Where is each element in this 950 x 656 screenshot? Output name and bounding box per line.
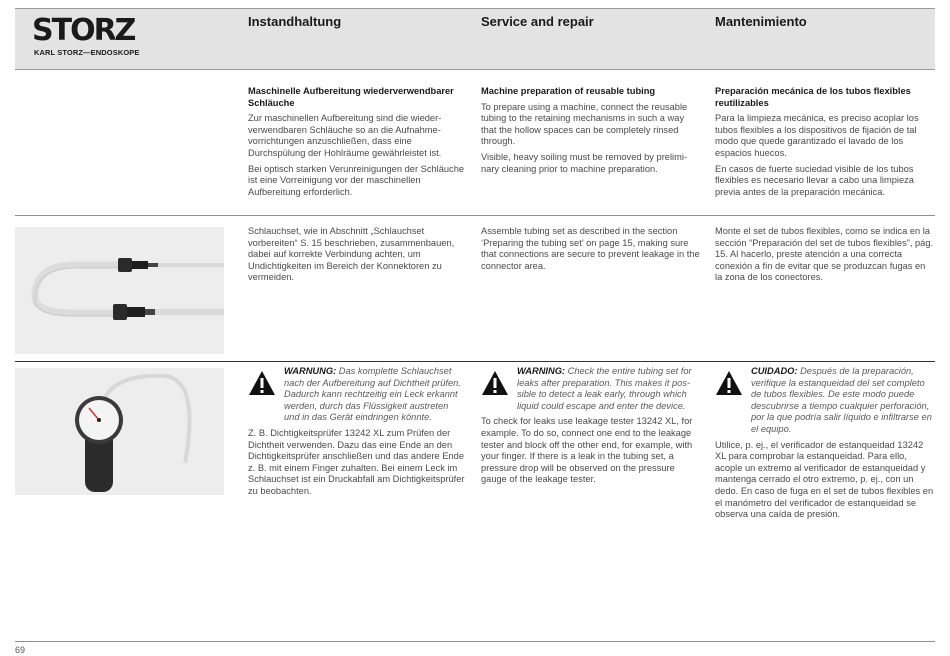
section3-es xyxy=(715,366,935,525)
section1-de-p1: Zur maschinellen Aufbereitung sind die wiederverwendbaren Schläuche so an die Aufnahmevorrichtungen anzuschließen, dass eine Durchspülung der Hohlräume gewährleistet ist. xyxy=(248,113,442,158)
section1-de-p2: Bei optisch starken Verunreinigungen der Schläuche ist eine Vorreinigung vor der maschinellen Aufbereitung erforderlich. xyxy=(248,163,465,197)
warning-icon xyxy=(715,370,743,396)
warning-block-en xyxy=(481,366,701,412)
brand-subtitle: KARL STORZ—ENDOSKOPE xyxy=(34,48,140,57)
brand-logo xyxy=(30,13,150,63)
brand-name: STORZ xyxy=(32,13,135,48)
section1-de-title: Maschinelle Aufbereitung wiederverwendbarer Schläuche xyxy=(248,86,454,108)
warning-text: Check the entire tubing set for leaks after preparation. This makes it possible to detect a leak early, through which liquid could escape and enter the device. xyxy=(517,366,692,411)
section3-es-p1: Utilice, p. ej., el verificador de estanqueidad 13242 XL para comprobar la estanqueidad. Para ello, acople un extremo al verificador de estanqueidad y mantenga cerrado el otro extremo, p. ej., con un dedo. En caso de fuga en el set de tubos flexibles en el manómetro del verificador de estanqueidad se observa una caída de presión. xyxy=(715,439,934,520)
section1-es-p1: Para la limpieza mecánica, es preciso acoplar los tubos flexibles a los dispositivos de fijación de tal modo que quede garantizado el lavado de los espacios huecos. xyxy=(715,113,919,158)
section2-es: Monte el set de tubos flexibles, como se indica en la sección “Preparación del set de tubos flexibles”, pág. 15. Al hacerlo, preste atención a una correcta conexión a fin de evitar que se produzcan fugas en la zona de los conectores. xyxy=(715,226,934,283)
section2-en: Assemble tubing set as described in the section ‘Preparing the tubing set’ on page 15, making sure that connections are secure to prevent leakage in the connector area. xyxy=(481,226,700,271)
warning-block-es xyxy=(715,366,935,436)
section3-de xyxy=(248,366,466,502)
section-divider xyxy=(15,215,935,216)
tubing-set-photo xyxy=(15,227,224,354)
section-divider xyxy=(15,361,935,362)
tubing-set-illustration xyxy=(15,227,224,354)
warning-text: Das komplette Schlauchset nach der Aufbereitung auf Dichtheit prüfen. Dadurch kann rechtzeitig ein Leck erkannt werden, durch das Flüssigkeit austreten und in das Gerät eindringen könnte. xyxy=(284,366,461,423)
section1-es-p2: En casos de fuerte suciedad visible de los tubos flexibles es necesario llevar a cabo una limpieza previa antes de la preparación mecánica. xyxy=(715,163,914,197)
section1-es-title: Preparación mecánica de los tubos flexibles reutilizables xyxy=(715,86,911,108)
section1-en xyxy=(481,86,701,179)
page-number: 69 xyxy=(15,645,26,655)
warning-icon xyxy=(481,370,509,396)
leakage-tester-photo xyxy=(15,368,224,495)
column-heading-en: Service and repair xyxy=(481,14,594,29)
warning-label: WARNING: xyxy=(517,366,566,376)
section1-en-p2: Visible, heavy soiling must be removed by preliminary cleaning prior to machine preparation. xyxy=(481,151,688,174)
section3-de-p1: Z. B. Dichtigkeitsprüfer 13242 XL zum Prüfen der Dichtheit verwenden. Dazu das eine Ende an den Dichtigkeitsprüfer anschließen und das andere Ende z. B. mit einem Finger zuhalten. Bei einem Leck im Schlauchset ist ein Druckabfall am Dichtigkeitsprüfer zu beobachten. xyxy=(248,427,465,496)
section2-de: Schlauchset, wie in Abschnitt „Schlauchset vorbereiten“ S. 15 beschrieben, zusammenbauen, dabei auf korrekte Verbindung achten, um Undichtigkeiten im Bereich der Konnektoren zu vermeiden. xyxy=(248,226,455,283)
section1-es xyxy=(715,86,935,202)
warning-icon xyxy=(248,370,276,396)
section1-en-title: Machine preparation of reusable tubing xyxy=(481,86,656,96)
section3-en-p1: To check for leaks use leakage tester 13242 XL, for example. To do so, connect one end to the leakage tester and block off the other end, for example, with your finger. If there is a leak in the tubing set, a pressure drop will be observed on the pressure gauge of the leakage tester. xyxy=(481,416,693,485)
warning-label: CUIDADO: xyxy=(751,366,798,376)
warning-text: Después de la preparación, verifique la estanqueidad del set completo de tubos flexibles. De este modo puede descubrirse a tiempo cualquier perforación, por la que podría salir líquido e infiltrarse en el equipo. xyxy=(751,366,932,434)
column-heading-de: Instandhaltung xyxy=(248,14,342,29)
leakage-tester-illustration xyxy=(15,368,224,495)
column-heading-es: Mantenimiento xyxy=(715,14,807,29)
footer-divider xyxy=(15,641,935,642)
section1-de xyxy=(248,86,466,202)
section1-en-p1: To prepare using a machine, connect the reusable tubing to the retaining mechanisms in such a way that the hollow spaces can be completely rinsed through. xyxy=(481,101,688,147)
section3-en xyxy=(481,366,701,490)
warning-block-de xyxy=(248,366,466,424)
warning-label: WARNUNG: xyxy=(284,366,337,376)
